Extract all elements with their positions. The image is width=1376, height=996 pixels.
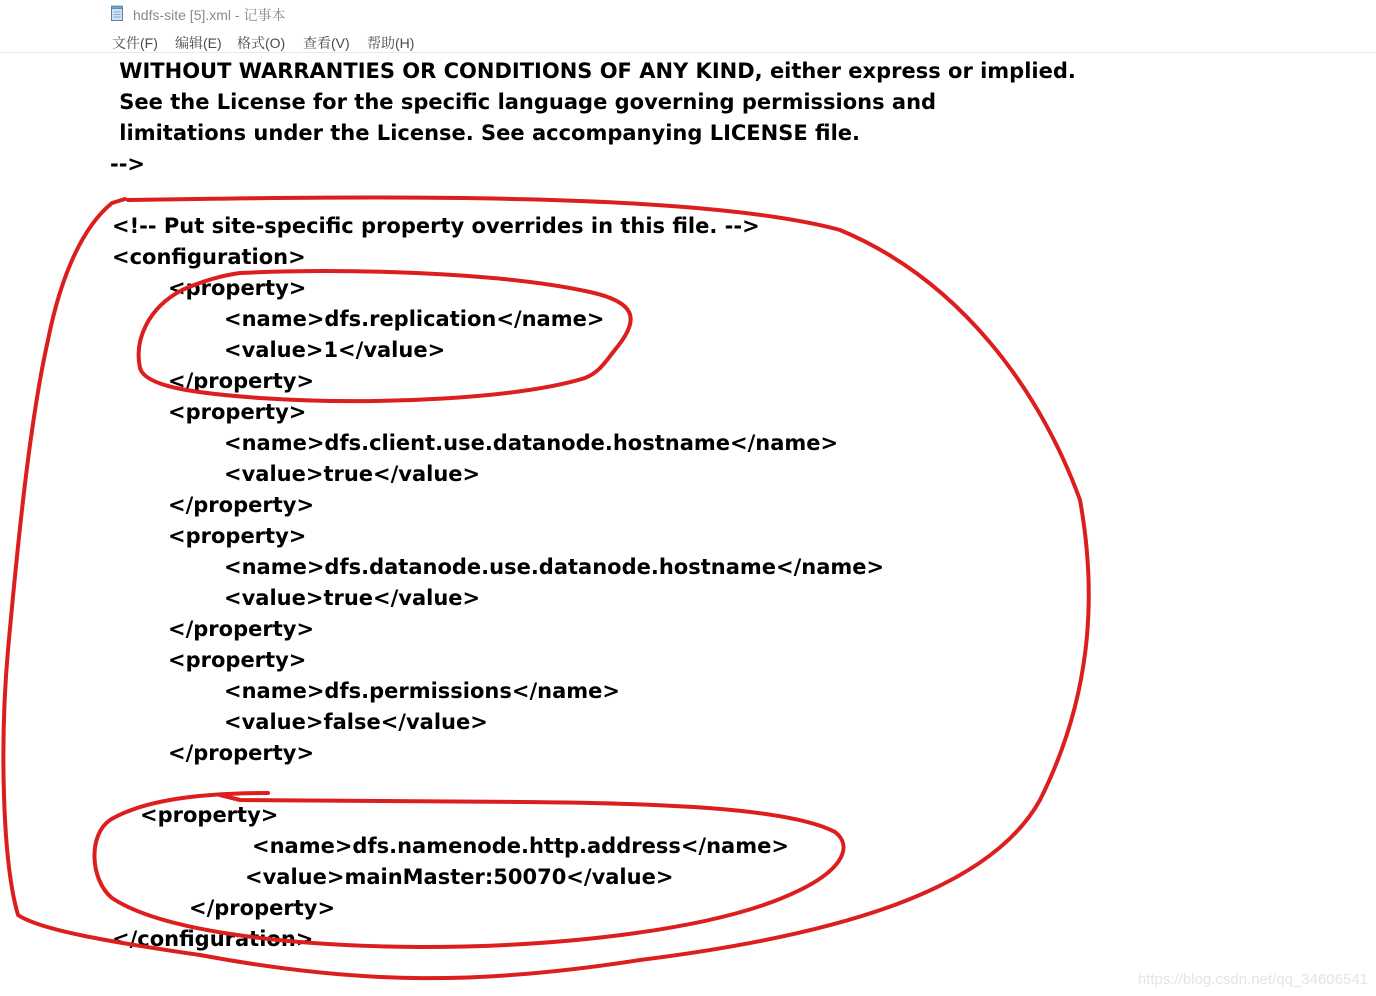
code-line: </property> bbox=[168, 617, 315, 641]
code-line: </configuration> bbox=[112, 927, 314, 951]
menu-format[interactable]: 格式(O) bbox=[237, 35, 286, 51]
watermark-text: https://blog.csdn.net/qq_34606541 bbox=[1137, 971, 1368, 988]
code-line: </property> bbox=[168, 741, 315, 765]
code-line: <name>dfs.permissions</name> bbox=[224, 679, 620, 703]
code-line: <name>dfs.namenode.http.address</name> bbox=[252, 834, 789, 858]
window-title: hdfs-site [5].xml - 记事本 bbox=[133, 7, 286, 23]
menu-view[interactable]: 查看(V) bbox=[303, 35, 350, 51]
code-line: <property> bbox=[168, 648, 307, 672]
code-line: <name>dfs.replication</name> bbox=[224, 307, 605, 331]
code-line: <value>true</value> bbox=[224, 586, 481, 610]
title-bar bbox=[0, 0, 1376, 30]
code-line: <!-- Put site-specific property overrides in this file. --> bbox=[112, 214, 760, 238]
code-line: <value>true</value> bbox=[224, 462, 481, 486]
code-line: <value>1</value> bbox=[224, 338, 446, 362]
text-editor[interactable] bbox=[0, 53, 1376, 996]
code-line: <value>mainMaster:50070</value> bbox=[245, 865, 674, 889]
code-line: <name>dfs.client.use.datanode.hostname</name> bbox=[224, 431, 839, 455]
code-line: <property> bbox=[168, 276, 307, 300]
code-line: <configuration> bbox=[112, 245, 306, 269]
menu-help[interactable]: 帮助(H) bbox=[367, 35, 415, 51]
code-line: </property> bbox=[168, 493, 315, 517]
code-line: --> bbox=[110, 152, 146, 176]
code-line: WITHOUT WARRANTIES OR CONDITIONS OF ANY KIND, either express or implied. bbox=[112, 59, 1076, 83]
code-line: <name>dfs.datanode.use.datanode.hostname</name> bbox=[224, 555, 885, 579]
menu-file[interactable]: 文件(F) bbox=[112, 35, 158, 51]
code-line: <property> bbox=[168, 524, 307, 548]
menu-bar bbox=[0, 30, 1376, 53]
code-line: <property> bbox=[168, 400, 307, 424]
code-line: limitations under the License. See accompanying LICENSE file. bbox=[112, 121, 860, 145]
notepad-icon bbox=[110, 5, 125, 22]
code-line: See the License for the specific language governing permissions and bbox=[112, 90, 937, 114]
code-line: </property> bbox=[189, 896, 336, 920]
code-line: </property> bbox=[168, 369, 315, 393]
code-line: <value>false</value> bbox=[224, 710, 488, 734]
code-line: <property> bbox=[140, 803, 279, 827]
menu-edit[interactable]: 编辑(E) bbox=[175, 35, 222, 51]
